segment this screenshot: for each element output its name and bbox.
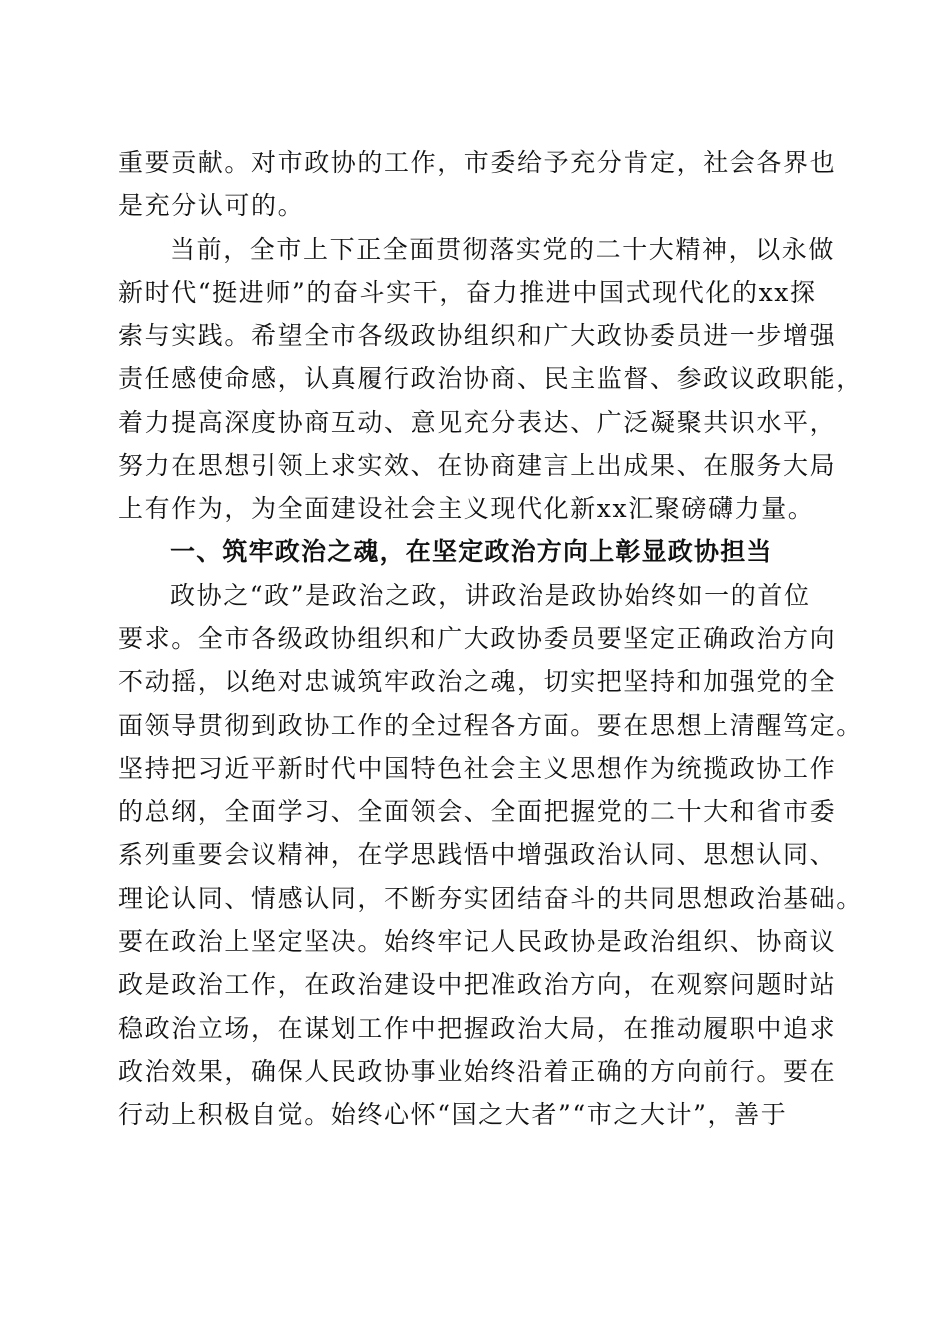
text-line-2: 是充分认可的。 <box>118 191 305 220</box>
text-line-18: 理论认同、情感认同，不断夯实团结奋斗的共同思想政治基础。 <box>118 884 863 913</box>
text-line-14: 面领导贯彻到政协工作的全过程各方面。要在思想上清醒笃定。 <box>118 711 863 740</box>
section-heading: 一、筑牢政治之魂，在坚定政治方向上彰显政协担当 <box>170 537 773 566</box>
text-line-9: 上有作为，为全面建设社会主义现代化新xx汇聚磅礴力量。 <box>118 494 815 523</box>
text-line-1: 重要贡献。对市政协的工作，市委给予充分肯定，社会各界也 <box>118 148 837 177</box>
text-line-5: 索与实践。希望全市各级政协组织和广大政协委员进一步增强 <box>118 321 837 350</box>
text-line-6: 责任感使命感，认真履行政治协商、民主监督、参政议政职能， <box>118 364 863 393</box>
text-line-22: 政治效果，确保人民政协事业始终沿着正确的方向前行。要在 <box>118 1057 837 1086</box>
text-line-4: 新时代“挺进师”的奋斗实干，奋力推进中国式现代化的xx探 <box>118 278 817 307</box>
text-line-17: 系列重要会议精神，在学思践悟中增强政治认同、思想认同、 <box>118 840 837 869</box>
text-line-7: 着力提高深度协商互动、意见充分表达、广泛凝聚共识水平， <box>118 408 837 437</box>
text-line-19: 要在政治上坚定坚决。始终牢记人民政协是政治组织、协商议 <box>118 927 837 956</box>
text-line-13: 不动摇，以绝对忠诚筑牢政治之魂，切实把坚持和加强党的全 <box>118 667 837 696</box>
text-line-16: 的总纲，全面学习、全面领会、全面把握党的二十大和省市委 <box>118 797 837 826</box>
text-line-3: 当前，全市上下正全面贯彻落实党的二十大精神，以永做 <box>170 235 836 264</box>
text-line-8: 努力在思想引领上求实效、在协商建言上出成果、在服务大局 <box>118 451 837 480</box>
text-line-15: 坚持把习近平新时代中国特色社会主义思想作为统揽政协工作 <box>118 754 837 783</box>
text-line-23: 行动上积极自觉。始终心怀“国之大者”“市之大计”，善于 <box>118 1100 788 1129</box>
text-line-21: 稳政治立场，在谋划工作中把握政治大局，在推动履职中追求 <box>118 1014 837 1043</box>
text-line-12: 要求。全市各级政协组织和广大政协委员要坚定正确政治方向 <box>118 624 837 653</box>
text-line-20: 政是政治工作，在政治建设中把准政治方向，在观察问题时站 <box>118 970 837 999</box>
text-line-11: 政协之“政”是政治之政，讲政治是政协始终如一的首位 <box>170 581 811 610</box>
